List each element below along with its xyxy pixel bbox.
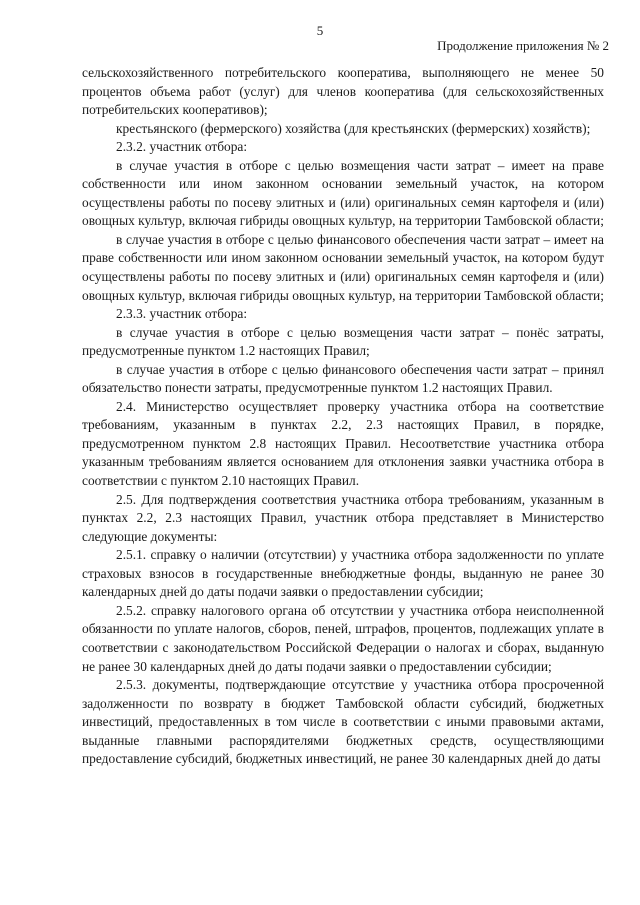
page-number: 5 <box>316 23 324 38</box>
paragraph-2-3-3: 2.3.3. участник отбора: <box>116 306 248 322</box>
paragraph-2-3-2-financing: в случае участия в отборе с целью финансового обеспечения части затрат – имеет на праве собственности или ином законном основании земельный участок, на котором будут осуществлены работы по посеву элитных и (или) оригинальных семян картофеля и (или) овощных культур, включая гибриды овощных культур, на территории Тамбовской области; <box>82 231 604 303</box>
paragraph-2-5-3: 2.5.3. документы, подтверждающие отсутствие у участника отбора просроченной задолженности по возврату в бюджет Тамбовской области субсидий, бюджетных инвестиций, предоставленных в том числе в соответствии с иными правовыми актами, выданные главными распорядителями бюджетных средств, осуществляющими предоставление субсидий, бюджетных инвестиций, не ранее 30 календарных дней до даты <box>82 677 604 767</box>
document-body <box>82 64 604 769</box>
paragraph-2-4: 2.4. Министерство осуществляет проверку участника отбора на соответствие требованиям, указанным в пунктах 2.2, 2.3 настоящих Правил, в порядке, предусмотренном пунктом 2.8 настоящих Правил. Несоответствие участника отбора указанным требованиям является основанием для отклонения заявки участника отбора в соответствии с пунктом 2.10 настоящих Правил. <box>82 398 604 489</box>
paragraph-farm: крестьянского (фермерского) хозяйства (для крестьянских (фермерских) хозяйств); <box>116 120 591 136</box>
paragraph-2-3-3-reimbursement: в случае участия в отборе с целью возмещения части затрат – понёс затраты, предусмотренные пунктом 1.2 настоящих Правил; <box>82 324 604 359</box>
appendix-continuation-label: Продолжение приложения № 2 <box>437 38 609 53</box>
paragraph-2-5-2: 2.5.2. справку налогового органа об отсутствии у участника отбора неисполненной обязанности по уплате налогов, сборов, пеней, штрафов, процентов, подлежащих уплате в соответствии с законодательством Российской Федерации о налогах и сборах, выданную не ранее 30 календарных дней до даты подачи заявки о предоставлении субсидии; <box>82 602 604 674</box>
paragraph-2-3-3-financing: в случае участия в отборе с целью финансового обеспечения части затрат – принял обязательство понести затраты, предусмотренные пунктом 1.2 настоящих Правил. <box>82 361 604 396</box>
paragraph-2-3-2-reimbursement: в случае участия в отборе с целью возмещения части затрат – имеет на праве собственности или ином законном основании земельный участок, на котором осуществлены работы по посеву элитных и (или) оригинальных семян картофеля и (или) овощных культур, включая гибриды овощных культур, на территории Тамбовской области; <box>82 157 604 229</box>
paragraph-2-3-2: 2.3.2. участник отбора: <box>116 139 248 155</box>
paragraph-cooperative: сельскохозяйственного потребительского кооператива, выполняющего не менее 50 процентов объема работ (услуг) для членов кооператива (для сельскохозяйственных потребительских кооперативов); <box>82 65 604 118</box>
paragraph-2-5-1: 2.5.1. справку о наличии (отсутствии) у участника отбора задолженности по уплате страховых взносов в государственные внебюджетные фонды, выданную не ранее 30 календарных дней до даты подачи заявки о предоставлении субсидии; <box>82 547 604 600</box>
paragraph-2-5: 2.5. Для подтверждения соответствия участника отбора требованиям, указанным в пунктах 2.2, 2.3 настоящих Правил, участник отбора представляет в Министерство следующие документы: <box>82 491 604 544</box>
